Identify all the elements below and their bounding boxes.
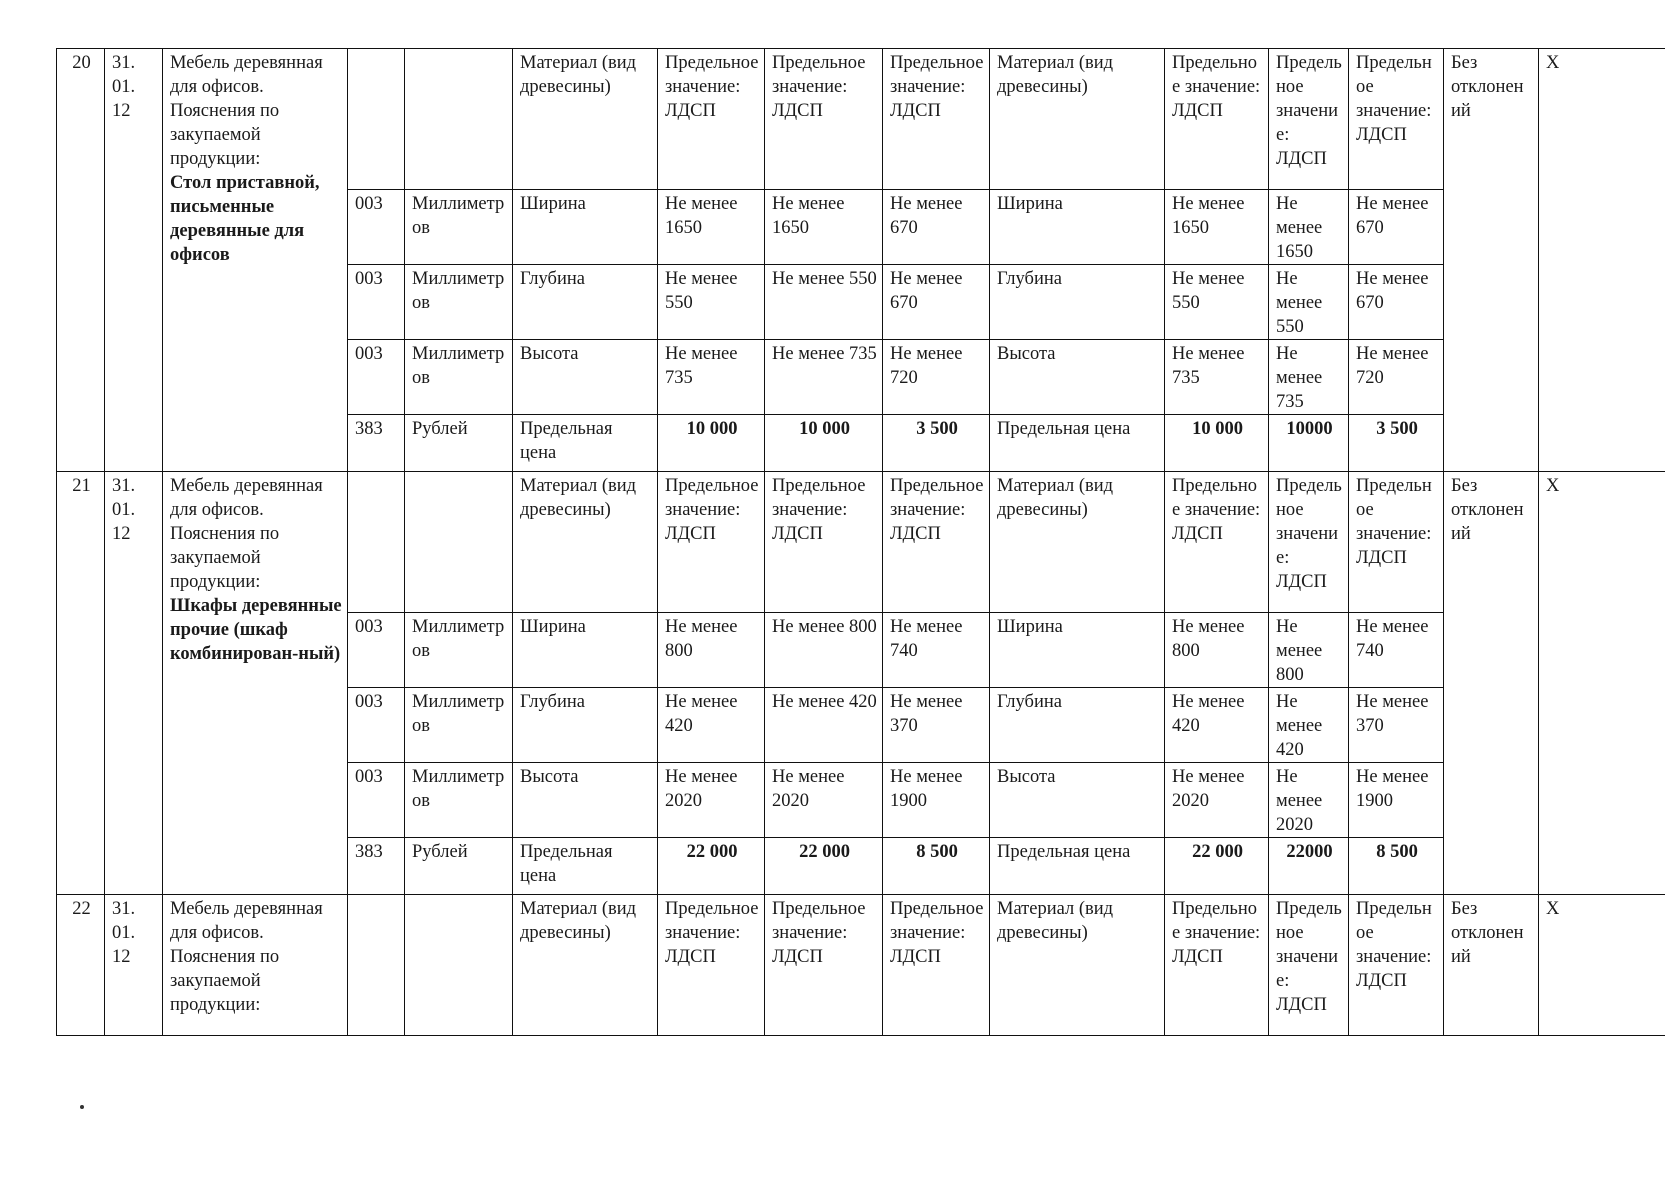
unit-code: 003	[348, 190, 405, 265]
characteristic-name: Материал (вид древесины)	[513, 895, 658, 1036]
value-cell: Не менее 550	[658, 265, 765, 340]
value-cell: Не менее 670	[1349, 265, 1444, 340]
characteristic-name: Материал (вид древесины)	[990, 49, 1165, 190]
mark-cell: X	[1539, 895, 1665, 1036]
unit-code: 003	[348, 763, 405, 838]
product-name: Стол приставной, письменные деревянные для офисов	[170, 173, 320, 265]
characteristic-name: Предельная цена	[990, 415, 1165, 472]
value-cell: Не менее 735	[765, 340, 883, 415]
price-cell: 22 000	[765, 838, 883, 895]
price-cell: 10 000	[765, 415, 883, 472]
unit-name: Миллиметров	[405, 340, 513, 415]
table-row	[57, 472, 1665, 613]
value-cell: Не менее 735	[1269, 340, 1349, 415]
requirements-table	[56, 48, 1665, 1036]
value-cell: Предельное значение: ЛДСП	[1165, 472, 1269, 613]
value-cell: Предельное значение: ЛДСП	[1269, 49, 1349, 190]
unit-name	[405, 472, 513, 613]
value-cell: Не менее 420	[1269, 688, 1349, 763]
value-cell: Предельное значение: ЛДСП	[658, 49, 765, 190]
unit-name: Миллиметров	[405, 190, 513, 265]
characteristic-name: Глубина	[990, 688, 1165, 763]
description-text: Мебель деревянная для офисов. Пояснения по закупаемой продукции:	[170, 476, 323, 592]
characteristic-name: Материал (вид древесины)	[990, 895, 1165, 1036]
characteristic-name: Ширина	[990, 613, 1165, 688]
value-cell: Не менее 1650	[1165, 190, 1269, 265]
value-cell: Не менее 550	[1269, 265, 1349, 340]
deviation-cell: Без отклонений	[1444, 472, 1539, 895]
value-cell: Не менее 2020	[1165, 763, 1269, 838]
characteristic-name: Глубина	[513, 688, 658, 763]
value-cell: Не менее 720	[883, 340, 990, 415]
characteristic-name: Высота	[990, 763, 1165, 838]
value-cell: Не менее 1900	[883, 763, 990, 838]
characteristic-name: Ширина	[513, 613, 658, 688]
unit-name: Миллиметров	[405, 613, 513, 688]
unit-code: 003	[348, 265, 405, 340]
unit-code: 003	[348, 688, 405, 763]
value-cell: Не менее 800	[1165, 613, 1269, 688]
value-cell: Не менее 740	[883, 613, 990, 688]
price-cell: 8 500	[883, 838, 990, 895]
okpd-code: 31. 01. 12	[105, 49, 163, 472]
value-cell: Не менее 370	[883, 688, 990, 763]
value-cell: Не менее 2020	[1269, 763, 1349, 838]
product-description	[163, 49, 348, 472]
value-cell: Не менее 740	[1349, 613, 1444, 688]
unit-name	[405, 895, 513, 1036]
unit-name: Рублей	[405, 415, 513, 472]
value-cell: Не менее 1650	[765, 190, 883, 265]
unit-name: Миллиметров	[405, 688, 513, 763]
value-cell: Предельное значение: ЛДСП	[765, 472, 883, 613]
okpd-code: 31. 01. 12	[105, 895, 163, 1036]
row-number: 21	[57, 472, 105, 895]
scan-speck	[80, 1105, 84, 1109]
price-cell: 22 000	[1165, 838, 1269, 895]
row-number: 20	[57, 49, 105, 472]
value-cell: Предельное значение: ЛДСП	[1165, 49, 1269, 190]
unit-code: 003	[348, 340, 405, 415]
value-cell: Не менее 550	[765, 265, 883, 340]
deviation-cell: Без отклонений	[1444, 49, 1539, 472]
product-name: Шкафы деревянные прочие (шкаф комбинирован-ный)	[170, 596, 342, 664]
description-text: Мебель деревянная для офисов. Пояснения по закупаемой продукции:	[170, 53, 323, 169]
price-cell: 22 000	[658, 838, 765, 895]
price-cell: 10 000	[1165, 415, 1269, 472]
price-cell: 3 500	[1349, 415, 1444, 472]
value-cell: Предельное значение: ЛДСП	[1165, 895, 1269, 1036]
value-cell: Не менее 2020	[658, 763, 765, 838]
characteristic-name: Предельная цена	[513, 415, 658, 472]
value-cell: Предельное значение: ЛДСП	[883, 895, 990, 1036]
value-cell: Предельное значение: ЛДСП	[1269, 895, 1349, 1036]
unit-code: 003	[348, 613, 405, 688]
unit-code	[348, 895, 405, 1036]
characteristic-name: Ширина	[990, 190, 1165, 265]
price-cell: 8 500	[1349, 838, 1444, 895]
characteristic-name: Материал (вид древесины)	[513, 472, 658, 613]
price-cell: 22000	[1269, 838, 1349, 895]
characteristic-name: Высота	[990, 340, 1165, 415]
value-cell: Предельное значение: ЛДСП	[883, 49, 990, 190]
value-cell: Не менее 420	[658, 688, 765, 763]
price-cell: 10 000	[658, 415, 765, 472]
value-cell: Не менее 670	[883, 265, 990, 340]
value-cell: Не менее 420	[1165, 688, 1269, 763]
unit-name: Рублей	[405, 838, 513, 895]
unit-code: 383	[348, 838, 405, 895]
value-cell: Не менее 735	[658, 340, 765, 415]
value-cell: Не менее 800	[765, 613, 883, 688]
value-cell: Не менее 720	[1349, 340, 1444, 415]
value-cell: Предельное значение: ЛДСП	[658, 472, 765, 613]
price-cell: 3 500	[883, 415, 990, 472]
price-cell: 10000	[1269, 415, 1349, 472]
characteristic-name: Высота	[513, 763, 658, 838]
value-cell: Не менее 1650	[1269, 190, 1349, 265]
value-cell: Не менее 370	[1349, 688, 1444, 763]
product-description	[163, 895, 348, 1036]
row-number: 22	[57, 895, 105, 1036]
value-cell: Предельное значение: ЛДСП	[1349, 895, 1444, 1036]
value-cell: Не менее 550	[1165, 265, 1269, 340]
characteristic-name: Глубина	[513, 265, 658, 340]
mark-cell: X	[1539, 49, 1665, 472]
product-description	[163, 472, 348, 895]
value-cell: Не менее 670	[1349, 190, 1444, 265]
value-cell: Предельное значение: ЛДСП	[658, 895, 765, 1036]
value-cell: Не менее 2020	[765, 763, 883, 838]
unit-name: Миллиметров	[405, 763, 513, 838]
unit-code	[348, 472, 405, 613]
characteristic-name: Ширина	[513, 190, 658, 265]
unit-name	[405, 49, 513, 190]
value-cell: Не менее 420	[765, 688, 883, 763]
characteristic-name: Глубина	[990, 265, 1165, 340]
value-cell: Не менее 670	[883, 190, 990, 265]
value-cell: Не менее 800	[1269, 613, 1349, 688]
table-row	[57, 895, 1665, 1036]
characteristic-name: Предельная цена	[513, 838, 658, 895]
value-cell: Не менее 1900	[1349, 763, 1444, 838]
value-cell: Не менее 735	[1165, 340, 1269, 415]
characteristic-name: Предельная цена	[990, 838, 1165, 895]
value-cell: Предельное значение: ЛДСП	[765, 895, 883, 1036]
mark-cell: X	[1539, 472, 1665, 895]
value-cell: Предельное значение: ЛДСП	[1269, 472, 1349, 613]
value-cell: Не менее 1650	[658, 190, 765, 265]
okpd-code: 31. 01. 12	[105, 472, 163, 895]
description-text: Мебель деревянная для офисов. Пояснения по закупаемой продукции:	[170, 899, 323, 1015]
table-row	[57, 49, 1665, 190]
unit-name: Миллиметров	[405, 265, 513, 340]
characteristic-name: Материал (вид древесины)	[990, 472, 1165, 613]
deviation-cell: Без отклонений	[1444, 895, 1539, 1036]
characteristic-name: Материал (вид древесины)	[513, 49, 658, 190]
value-cell: Предельное значение: ЛДСП	[765, 49, 883, 190]
unit-code	[348, 49, 405, 190]
value-cell: Предельное значение: ЛДСП	[883, 472, 990, 613]
value-cell: Предельное значение: ЛДСП	[1349, 472, 1444, 613]
characteristic-name: Высота	[513, 340, 658, 415]
value-cell: Предельное значение: ЛДСП	[1349, 49, 1444, 190]
value-cell: Не менее 800	[658, 613, 765, 688]
unit-code: 383	[348, 415, 405, 472]
